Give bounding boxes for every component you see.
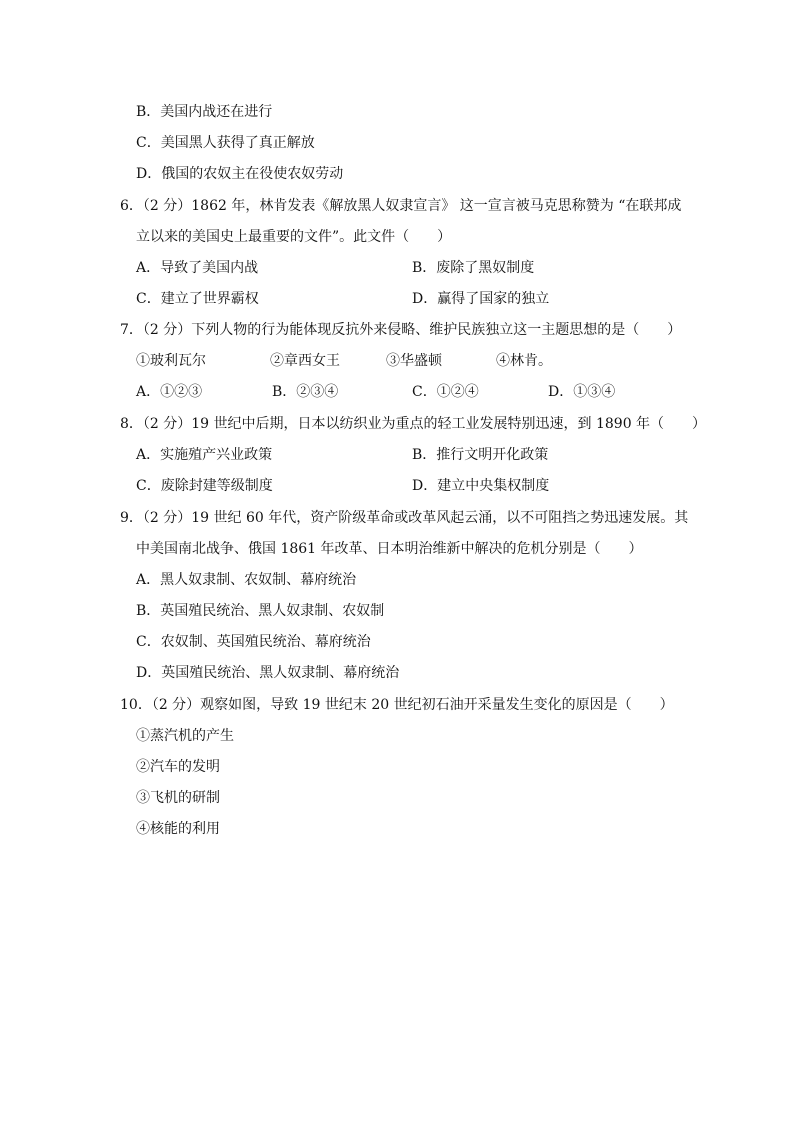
q8-stem: 8．（2 分）19 世纪中后期，日本以纺织业为重点的轻工业发展特别迅速，到 1890 年（ ） xyxy=(120,416,707,432)
q10-item-3: ③飞机的研制 xyxy=(136,790,220,806)
q8-option-d: D．建立中央集权制度 xyxy=(412,478,550,494)
q6-option-b: B．废除了黑奴制度 xyxy=(412,260,535,276)
q9-option-b: B．英国殖民统治、黑人奴隶制、农奴制 xyxy=(136,603,385,619)
q9-stem-line2: 中美国南北战争、俄国 1861 年改革、日本明治维新中解决的危机分别是（ ） xyxy=(136,541,643,557)
q10-item-1: ①蒸汽机的产生 xyxy=(136,728,234,744)
q7-option-d: D．①③④ xyxy=(548,384,616,400)
q10-stem: 10．（2 分）观察如图，导致 19 世纪末 20 世纪初石油开采量发生变化的原因是（ ） xyxy=(120,697,674,713)
q6-stem-line1: 6．（2 分）1862 年，林肯发表《解放黑人奴隶宣言》 这一宣言被马克思称赞为 “在联邦成 xyxy=(120,198,682,214)
q9-option-a: A．黑人奴隶制、农奴制、幕府统治 xyxy=(136,572,357,588)
q5-option-b: B．美国内战还在进行 xyxy=(136,104,273,120)
q10-item-4: ④核能的利用 xyxy=(136,821,220,837)
q7-item-2: ②章西女王 xyxy=(270,353,340,369)
q6-option-a: A．导致了美国内战 xyxy=(136,260,259,276)
q7-option-c: C．①②④ xyxy=(412,384,479,400)
q8-option-a: A．实施殖产兴业政策 xyxy=(136,447,273,463)
q5-option-d: D．俄国的农奴主在役使农奴劳动 xyxy=(136,166,344,182)
q7-option-a: A．①②③ xyxy=(136,384,203,400)
q7-item-4: ④林肯。 xyxy=(496,353,552,369)
q9-stem-line1: 9．（2 分）19 世纪 60 年代，资产阶级革命或改革风起云涌，以不可阻挡之势迅速发展。其 xyxy=(120,510,689,526)
q5-option-c: C．美国黑人获得了真正解放 xyxy=(136,135,315,151)
q6-option-c: C．建立了世界霸权 xyxy=(136,291,259,307)
q9-option-c: C．农奴制、英国殖民统治、幕府统治 xyxy=(136,634,371,650)
q6-stem-line2: 立以来的美国史上最重要的文件”。此文件（ ） xyxy=(136,229,452,245)
q8-option-b: B．推行文明开化政策 xyxy=(412,447,549,463)
q9-option-d: D．英国殖民统治、黑人奴隶制、幕府统治 xyxy=(136,665,400,681)
q7-item-1: ①玻利瓦尔 xyxy=(136,353,206,369)
q7-item-3: ③华盛顿 xyxy=(386,353,442,369)
q8-option-c: C．废除封建等级制度 xyxy=(136,478,273,494)
q10-item-2: ②汽车的发明 xyxy=(136,759,220,775)
q6-option-d: D．赢得了国家的独立 xyxy=(412,291,550,307)
q7-stem: 7．（2 分）下列人物的行为能体现反抗外来侵略、维护民族独立这一主题思想的是（ ） xyxy=(120,322,682,338)
q7-option-b: B．②③④ xyxy=(272,384,339,400)
